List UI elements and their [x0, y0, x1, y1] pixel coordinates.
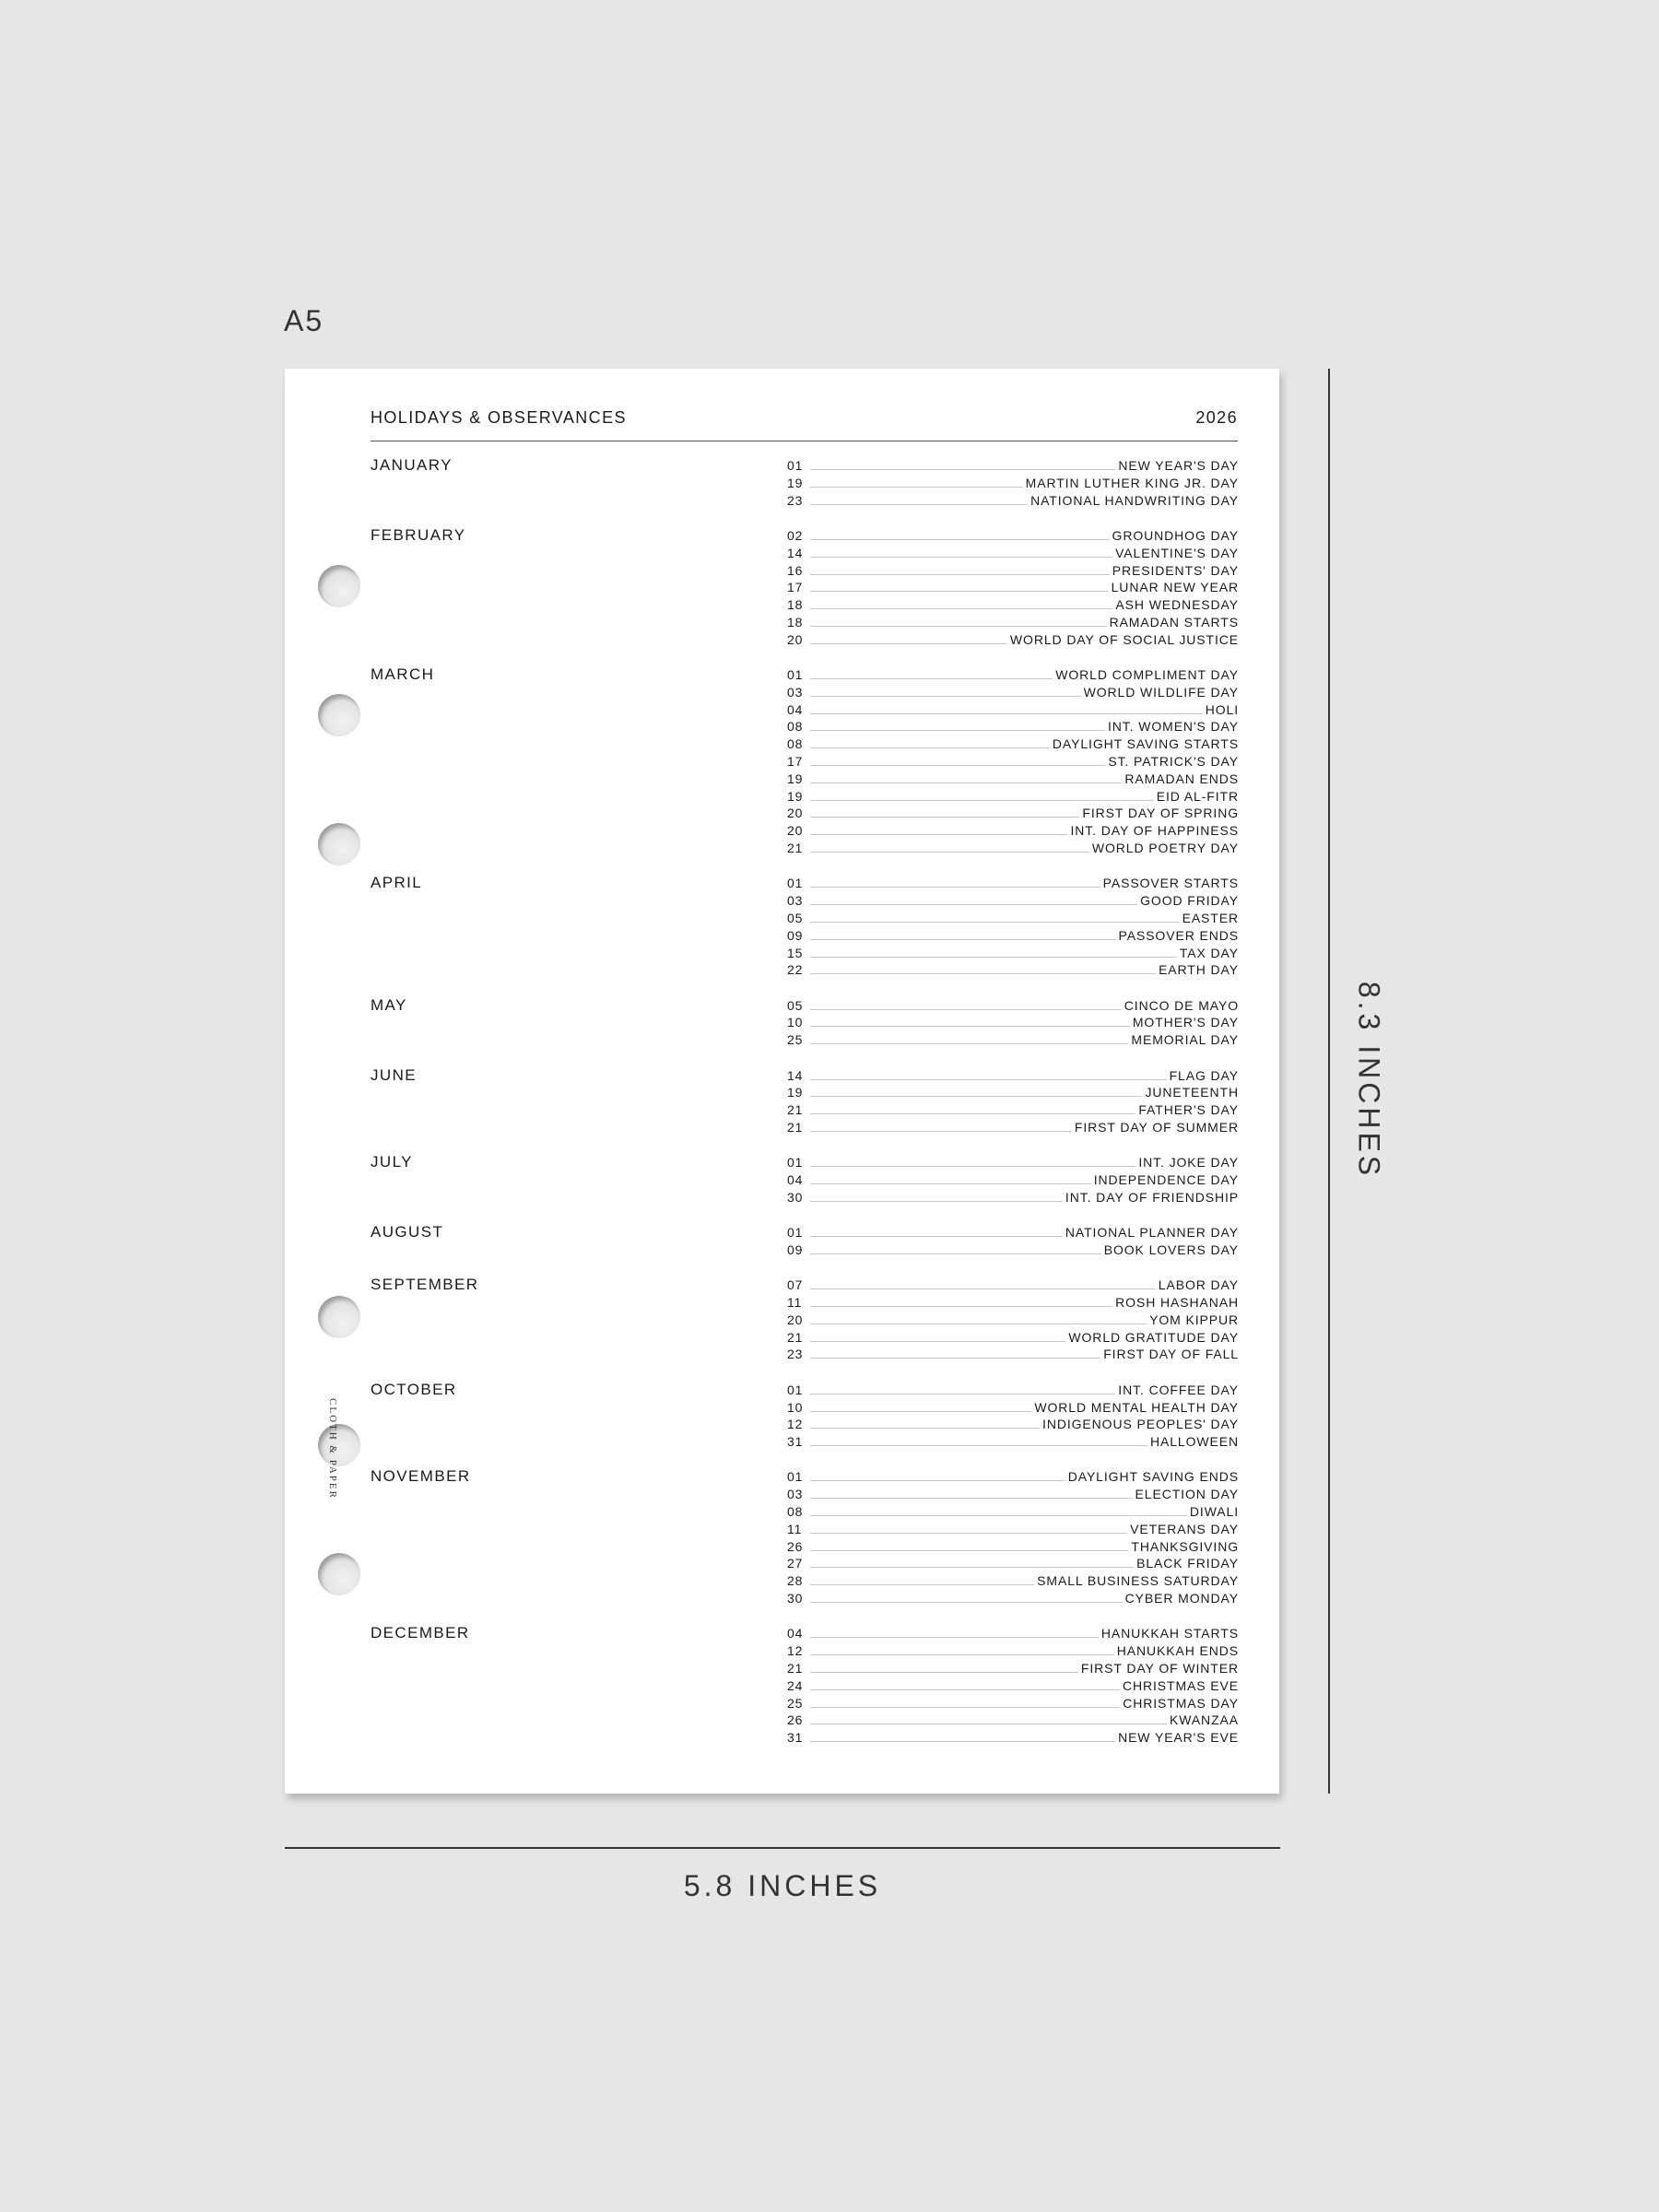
leader-line: [810, 1583, 1034, 1585]
event-name: FATHER'S DAY: [1138, 1102, 1239, 1118]
leader-line: [810, 1636, 1099, 1638]
event-day: 01: [787, 458, 804, 473]
event-name: INDEPENDENCE DAY: [1093, 1172, 1239, 1187]
leader-line: [810, 642, 1007, 644]
event-row: [787, 819, 1239, 837]
leader-line: [810, 1235, 1063, 1237]
leader-line: [810, 886, 1100, 888]
leader-line: [810, 956, 1177, 958]
leader-line: [810, 1323, 1147, 1324]
event-row: [787, 1151, 1239, 1169]
leader-line: [810, 486, 1023, 488]
month-label: MAY: [371, 995, 407, 1014]
event-name: NATIONAL PLANNER DAY: [1065, 1225, 1239, 1241]
event-row: [787, 1570, 1239, 1587]
event-name: EID AL-FITR: [1156, 788, 1239, 804]
leader-line: [810, 1165, 1135, 1167]
leader-line: [810, 1723, 1167, 1724]
leader-line: [810, 1078, 1167, 1080]
event-day: 23: [787, 1347, 804, 1362]
event-name: ELECTION DAY: [1135, 1487, 1239, 1502]
event-name: FLAG DAY: [1169, 1067, 1239, 1083]
event-day: 03: [787, 1487, 804, 1502]
event-day: 09: [787, 1241, 804, 1257]
event-name: PASSOVER STARTS: [1102, 876, 1239, 891]
leader-line: [810, 556, 1112, 558]
event-day: 12: [787, 1643, 804, 1659]
event-name: BOOK LOVERS DAY: [1103, 1241, 1239, 1257]
event-row: [787, 959, 1239, 976]
leader-line: [810, 1393, 1115, 1394]
month-label: MARCH: [371, 665, 435, 683]
month-label: JUNE: [371, 1065, 417, 1084]
event-day: 19: [787, 788, 804, 804]
leader-line: [810, 1688, 1120, 1690]
event-row: [787, 1430, 1239, 1448]
leader-line: [810, 782, 1122, 783]
leader-line: [810, 1532, 1127, 1534]
event-name: SMALL BUSINESS SATURDAY: [1037, 1573, 1239, 1589]
event-row: [787, 1552, 1239, 1570]
event-name: LABOR DAY: [1158, 1277, 1239, 1293]
event-day: 01: [787, 1155, 804, 1171]
planner-page: [285, 369, 1279, 1794]
page-title: HOLIDAYS & OBSERVANCES: [371, 408, 627, 427]
event-day: 17: [787, 754, 804, 769]
event-name: ST. PATRICK'S DAY: [1108, 754, 1239, 769]
event-name: BLACK FRIDAY: [1136, 1556, 1239, 1571]
event-day: 26: [787, 1712, 804, 1728]
event-day: 03: [787, 893, 804, 909]
event-row: [787, 1622, 1239, 1640]
event-day: 01: [787, 1225, 804, 1241]
brand-mark: CLOTH & PAPER: [327, 1398, 338, 1500]
event-day: 08: [787, 1504, 804, 1519]
event-row: [787, 1274, 1239, 1291]
event-name: NATIONAL HANDWRITING DAY: [1030, 492, 1239, 508]
leader-line: [810, 833, 1067, 835]
event-day: 05: [787, 997, 804, 1013]
punch-hole: [318, 1424, 360, 1466]
leader-line: [810, 1095, 1142, 1097]
leader-line: [810, 1427, 1040, 1429]
month-label: APRIL: [371, 874, 423, 892]
event-day: 30: [787, 1189, 804, 1205]
event-name: NEW YEAR'S DAY: [1118, 458, 1239, 473]
event-name: WORLD GRATITUDE DAY: [1068, 1329, 1239, 1345]
event-day: 02: [787, 527, 804, 543]
leader-line: [810, 729, 1105, 731]
event-row: [787, 750, 1239, 768]
event-day: 19: [787, 475, 804, 490]
event-row: [787, 1116, 1239, 1134]
event-day: 14: [787, 545, 804, 560]
event-name: ASH WEDNESDAY: [1115, 597, 1239, 613]
event-row: [787, 994, 1239, 1012]
leader-line: [810, 1514, 1187, 1516]
event-day: 01: [787, 1382, 804, 1397]
month-label: NOVEMBER: [371, 1467, 471, 1486]
event-day: 17: [787, 580, 804, 595]
event-name: FIRST DAY OF FALL: [1103, 1347, 1239, 1362]
month-label: JULY: [371, 1153, 413, 1171]
event-name: WORLD WILDLIFE DAY: [1083, 684, 1239, 700]
leader-line: [810, 1130, 1072, 1132]
event-row: [787, 1657, 1239, 1675]
event-row: [787, 576, 1239, 594]
event-row: [787, 542, 1239, 559]
event-row: [787, 1483, 1239, 1500]
punch-hole: [318, 694, 360, 736]
event-name: ROSH HASHANAH: [1115, 1295, 1239, 1310]
event-day: 20: [787, 806, 804, 821]
event-name: HANUKKAH ENDS: [1116, 1643, 1239, 1659]
leader-line: [810, 1671, 1078, 1673]
event-row: [787, 1065, 1239, 1082]
event-row: [787, 1011, 1239, 1029]
event-day: 01: [787, 876, 804, 891]
event-day: 19: [787, 771, 804, 786]
event-name: PRESIDENTS' DAY: [1112, 562, 1239, 578]
punch-hole: [318, 1553, 360, 1595]
leader-line: [810, 799, 1154, 801]
leader-line: [810, 538, 1110, 540]
event-row: [787, 785, 1239, 803]
event-row: [787, 1186, 1239, 1204]
event-row: [787, 454, 1239, 472]
event-name: INT. WOMEN'S DAY: [1107, 719, 1239, 735]
leader-line: [810, 1706, 1120, 1708]
event-row: [787, 1692, 1239, 1710]
event-row: [787, 472, 1239, 489]
event-day: 11: [787, 1295, 803, 1310]
event-name: PASSOVER ENDS: [1118, 927, 1239, 943]
event-name: WORLD POETRY DAY: [1091, 841, 1239, 855]
leader-line: [810, 695, 1081, 697]
width-dimension-line: [285, 1847, 1280, 1849]
event-row: [787, 889, 1239, 907]
event-name: VALENTINE'S DAY: [1115, 545, 1239, 560]
event-day: 20: [787, 823, 804, 839]
event-row: [787, 1726, 1239, 1744]
leader-line: [810, 677, 1053, 679]
event-name: KWANZAA: [1169, 1712, 1239, 1728]
event-day: 21: [787, 1660, 804, 1676]
leader-line: [810, 747, 1050, 748]
event-name: GOOD FRIDAY: [1140, 893, 1239, 909]
event-name: VETERANS DAY: [1130, 1521, 1239, 1536]
event-day: 01: [787, 1469, 804, 1485]
event-name: FIRST DAY OF WINTER: [1080, 1660, 1239, 1676]
event-name: LUNAR NEW YEAR: [1111, 580, 1239, 595]
leader-line: [810, 938, 1116, 940]
event-name: DIWALI: [1189, 1504, 1239, 1519]
event-day: 11: [787, 1521, 803, 1536]
event-row: [787, 1640, 1239, 1657]
event-day: 10: [787, 1015, 804, 1030]
event-name: INT. JOKE DAY: [1138, 1155, 1239, 1171]
leader-line: [810, 1444, 1147, 1446]
event-row: [787, 1291, 1239, 1309]
event-row: [787, 1535, 1239, 1553]
event-day: 07: [787, 1277, 804, 1293]
event-name: HANUKKAH STARTS: [1100, 1626, 1239, 1641]
event-row: [787, 1343, 1239, 1360]
event-row: [787, 1675, 1239, 1692]
month-label: DECEMBER: [371, 1624, 470, 1642]
event-name: WORLD MENTAL HEALTH DAY: [1034, 1399, 1239, 1415]
event-row: [787, 1379, 1239, 1396]
event-row: [787, 1169, 1239, 1186]
event-day: 12: [787, 1417, 804, 1432]
event-name: FIRST DAY OF SUMMER: [1074, 1119, 1239, 1135]
leader-line: [810, 1410, 1031, 1412]
event-row: [787, 489, 1239, 507]
leader-line: [810, 1182, 1091, 1184]
leader-line: [810, 1025, 1130, 1027]
event-name: CHRISTMAS EVE: [1122, 1677, 1239, 1693]
event-name: CHRISTMAS DAY: [1123, 1695, 1239, 1711]
leader-line: [810, 1253, 1101, 1254]
event-row: [787, 1099, 1239, 1116]
leader-line: [810, 1357, 1100, 1359]
event-day: 23: [787, 492, 804, 508]
event-row: [787, 768, 1239, 785]
event-day: 14: [787, 1067, 804, 1083]
event-row: [787, 715, 1239, 733]
leader-line: [810, 590, 1109, 592]
leader-line: [810, 625, 1107, 627]
event-row: [787, 942, 1239, 959]
event-day: 08: [787, 736, 804, 752]
width-dimension-label: 5.8 INCHES: [683, 1869, 882, 1902]
event-day: 04: [787, 701, 804, 717]
event-name: MARTIN LUTHER KING JR. DAY: [1025, 475, 1239, 490]
event-name: HALLOWEEN: [1149, 1434, 1239, 1450]
leader-line: [810, 816, 1079, 818]
event-row: [787, 629, 1239, 646]
event-day: 27: [787, 1556, 804, 1571]
event-row: [787, 1518, 1239, 1535]
event-name: FIRST DAY OF SPRING: [1082, 806, 1239, 821]
event-row: [787, 681, 1239, 699]
event-day: 24: [787, 1677, 804, 1693]
event-day: 31: [787, 1730, 804, 1746]
event-row: [787, 1413, 1239, 1430]
event-day: 15: [787, 945, 804, 960]
event-day: 19: [787, 1085, 804, 1100]
event-name: JUNETEENTH: [1145, 1085, 1239, 1100]
event-row: [787, 699, 1239, 716]
leader-line: [810, 1112, 1135, 1114]
event-day: 08: [787, 719, 804, 735]
event-day: 20: [787, 1312, 804, 1327]
event-day: 25: [787, 1695, 804, 1711]
event-row: [787, 1239, 1239, 1256]
event-day: 01: [787, 667, 804, 682]
leader-line: [810, 903, 1137, 905]
event-day: 18: [787, 614, 804, 629]
event-row: [787, 1326, 1239, 1344]
event-row: [787, 1309, 1239, 1326]
event-day: 21: [787, 841, 804, 855]
event-day: 04: [787, 1626, 804, 1641]
event-row: [787, 872, 1239, 889]
event-name: INDIGENOUS PEOPLES' DAY: [1042, 1417, 1239, 1432]
event-name: RAMADAN ENDS: [1124, 771, 1239, 786]
event-name: CYBER MONDAY: [1124, 1591, 1239, 1606]
event-name: NEW YEAR'S EVE: [1118, 1730, 1239, 1746]
leader-line: [810, 1042, 1128, 1044]
leader-line: [810, 607, 1112, 609]
event-row: [787, 559, 1239, 577]
event-name: DAYLIGHT SAVING ENDS: [1067, 1469, 1239, 1485]
event-day: 04: [787, 1172, 804, 1187]
event-row: [787, 907, 1239, 924]
punch-hole: [318, 823, 360, 865]
leader-line: [810, 851, 1089, 853]
event-name: INT. DAY OF FRIENDSHIP: [1065, 1189, 1239, 1205]
event-name: INT. COFFEE DAY: [1118, 1382, 1239, 1397]
event-day: 28: [787, 1573, 804, 1589]
event-day: 21: [787, 1102, 804, 1118]
month-label: SEPTEMBER: [371, 1276, 479, 1294]
event-row: [787, 1221, 1239, 1239]
event-name: GROUNDHOG DAY: [1112, 527, 1239, 543]
leader-line: [810, 712, 1203, 714]
event-name: WORLD COMPLIMENT DAY: [1055, 667, 1239, 682]
event-day: 18: [787, 597, 804, 613]
event-day: 21: [787, 1119, 804, 1135]
leader-line: [810, 764, 1105, 766]
punch-hole: [318, 1296, 360, 1338]
event-row: [787, 1709, 1239, 1726]
event-day: 20: [787, 631, 804, 647]
punch-hole: [318, 565, 360, 607]
leader-line: [810, 1497, 1133, 1499]
month-label: OCTOBER: [371, 1380, 457, 1398]
height-dimension-label: 8.3 INCHES: [1352, 981, 1386, 1180]
event-row: [787, 1465, 1239, 1483]
event-row: [787, 1081, 1239, 1099]
leader-line: [810, 503, 1028, 505]
event-name: DAYLIGHT SAVING STARTS: [1052, 736, 1239, 752]
event-day: 10: [787, 1399, 804, 1415]
event-day: 03: [787, 684, 804, 700]
event-name: EASTER: [1182, 910, 1239, 925]
event-row: [787, 594, 1239, 611]
event-day: 31: [787, 1434, 804, 1450]
leader-line: [810, 1288, 1156, 1289]
leader-line: [810, 1601, 1123, 1603]
event-row: [787, 924, 1239, 942]
event-day: 05: [787, 910, 804, 925]
month-label: AUGUST: [371, 1223, 444, 1241]
event-name: EARTH DAY: [1159, 962, 1239, 978]
event-row: [787, 1500, 1239, 1518]
month-label: JANUARY: [371, 456, 453, 474]
leader-line: [810, 972, 1156, 974]
event-day: 09: [787, 927, 804, 943]
event-day: 26: [787, 1538, 804, 1554]
leader-line: [810, 1566, 1134, 1568]
event-day: 16: [787, 562, 804, 578]
event-name: RAMADAN STARTS: [1109, 614, 1239, 629]
leader-line: [810, 1200, 1063, 1202]
paper-size-label: A5: [284, 304, 324, 337]
leader-line: [810, 1653, 1114, 1655]
event-name: MEMORIAL DAY: [1131, 1032, 1239, 1048]
event-day: 25: [787, 1032, 804, 1048]
event-row: [787, 664, 1239, 681]
event-row: [787, 802, 1239, 819]
height-dimension-line: [1328, 369, 1330, 1794]
event-name: MOTHER'S DAY: [1132, 1015, 1239, 1030]
leader-line: [810, 468, 1115, 470]
page-year: 2026: [1195, 408, 1238, 427]
event-name: CINCO DE MAYO: [1124, 997, 1239, 1013]
leader-line: [810, 1340, 1065, 1342]
leader-line: [810, 1549, 1128, 1551]
event-name: TAX DAY: [1179, 945, 1239, 960]
event-row: [787, 524, 1239, 542]
leader-line: [810, 1305, 1112, 1307]
event-row: [787, 611, 1239, 629]
event-name: HOLI: [1205, 701, 1239, 717]
event-name: THANKSGIVING: [1131, 1538, 1239, 1554]
event-row: [787, 733, 1239, 750]
event-row: [787, 837, 1239, 854]
event-day: 21: [787, 1329, 804, 1345]
event-row: [787, 1587, 1239, 1605]
event-name: YOM KIPPUR: [1149, 1312, 1239, 1327]
leader-line: [810, 921, 1180, 923]
event-row: [787, 1396, 1239, 1414]
leader-line: [810, 1008, 1122, 1010]
month-label: FEBRUARY: [371, 525, 466, 544]
event-name: INT. DAY OF HAPPINESS: [1070, 823, 1239, 839]
event-day: 22: [787, 962, 804, 978]
event-day: 30: [787, 1591, 804, 1606]
event-name: WORLD DAY OF SOCIAL JUSTICE: [1009, 631, 1239, 647]
event-row: [787, 1029, 1239, 1046]
leader-line: [810, 1740, 1115, 1742]
leader-line: [810, 573, 1110, 575]
leader-line: [810, 1479, 1065, 1481]
